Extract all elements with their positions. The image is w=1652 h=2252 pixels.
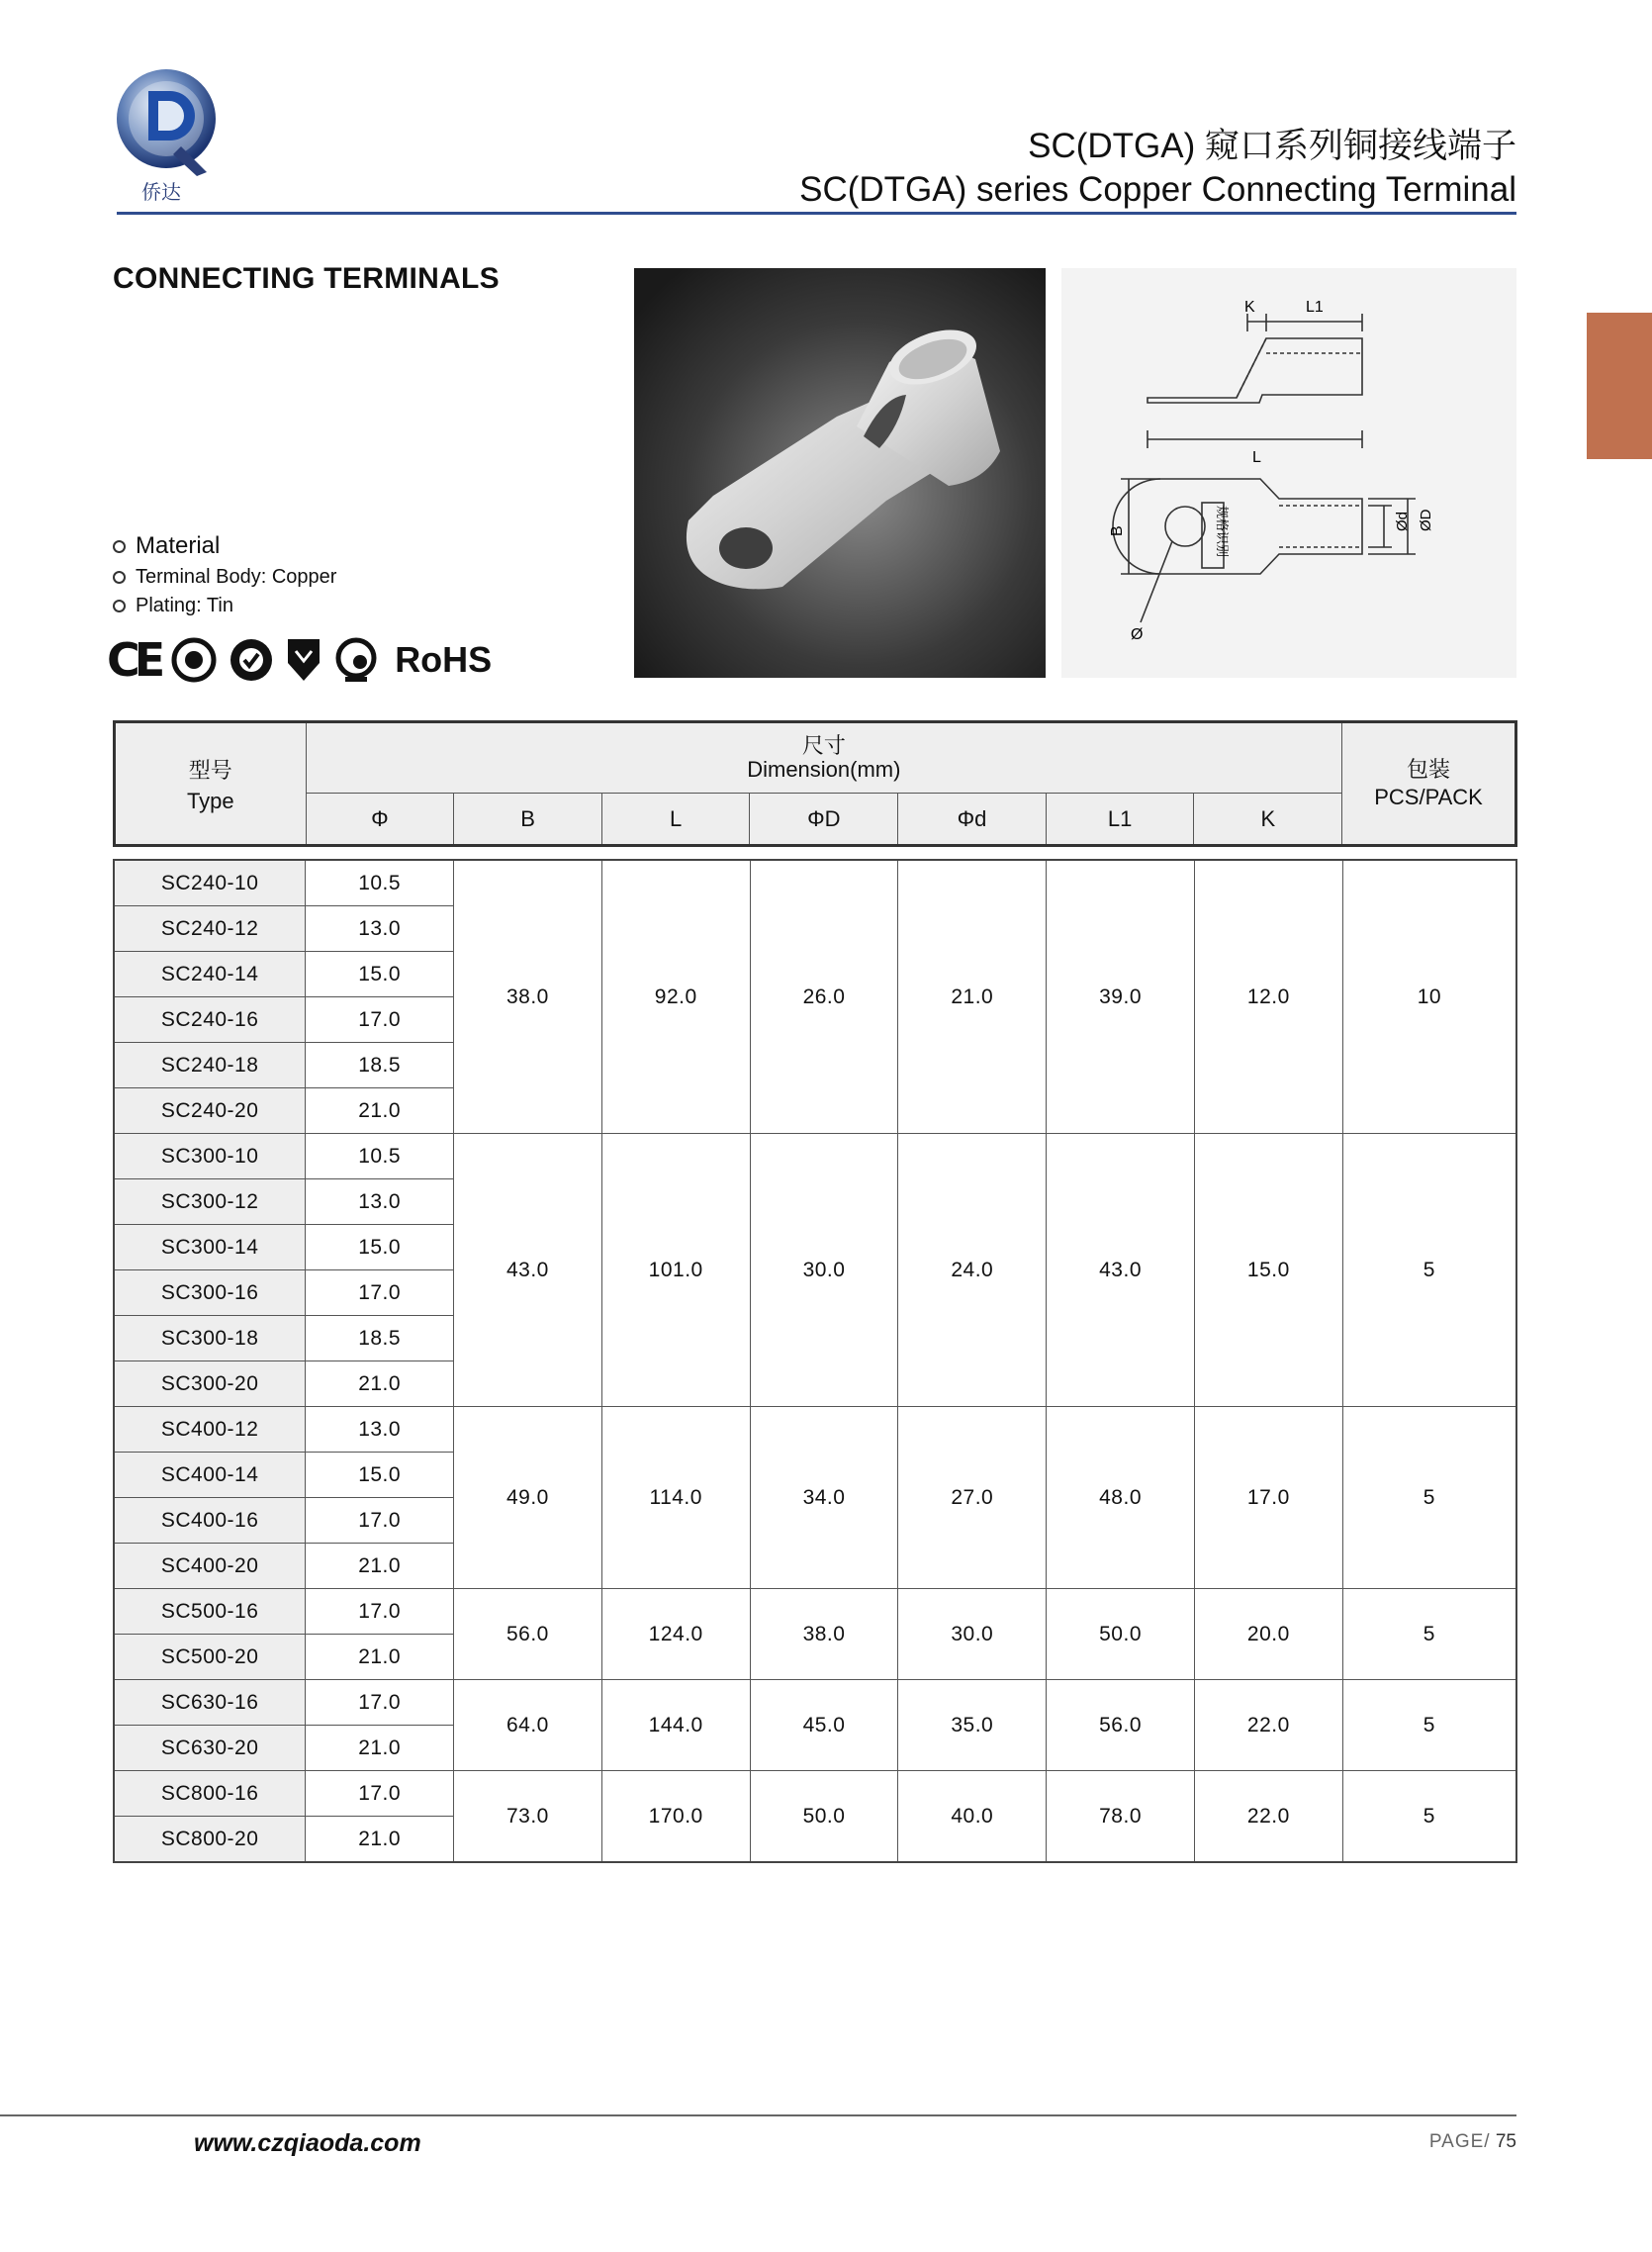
table-row: [114, 860, 1516, 906]
col-header-l1: L1: [1046, 794, 1194, 846]
product-photo: [634, 268, 1046, 678]
cell-phi: 15.0: [306, 1453, 454, 1498]
cell-l1: 48.0: [1047, 1407, 1195, 1589]
ce-mark-icon: CE: [107, 633, 160, 687]
label-phi-D: ØD: [1418, 509, 1434, 531]
cell-phi-D: 30.0: [750, 1134, 898, 1407]
cell-type: SC630-20: [114, 1726, 306, 1771]
cell-phi: 13.0: [306, 906, 454, 952]
table-row: [114, 1407, 1516, 1453]
cell-phi: 17.0: [306, 1680, 454, 1726]
spec-table: [113, 859, 1517, 1863]
cell-phi: 21.0: [306, 1726, 454, 1771]
cell-l: 144.0: [601, 1680, 750, 1771]
cell-k: 22.0: [1194, 1680, 1342, 1771]
cell-type: SC400-14: [114, 1453, 306, 1498]
cell-phi: 18.5: [306, 1043, 454, 1088]
table-row: [114, 1134, 1516, 1179]
cell-phi: 21.0: [306, 1088, 454, 1134]
table-row: [114, 1771, 1516, 1817]
dimension-header: [306, 722, 1342, 794]
cell-phi: 21.0: [306, 1544, 454, 1589]
cell-type: SC500-20: [114, 1635, 306, 1680]
cell-b: 49.0: [454, 1407, 602, 1589]
cell-phi: 21.0: [306, 1635, 454, 1680]
cell-phi: 10.5: [306, 860, 454, 906]
cell-phi: 10.5: [306, 1134, 454, 1179]
cell-phi: 13.0: [306, 1407, 454, 1453]
material-list: [113, 532, 336, 623]
cell-phi: 13.0: [306, 1179, 454, 1225]
cell-phi-d: 27.0: [898, 1407, 1047, 1589]
type-column-header: [115, 722, 307, 846]
col-header-b: B: [454, 794, 602, 846]
cell-l: 92.0: [601, 860, 750, 1134]
cell-phi: 18.5: [306, 1316, 454, 1361]
cell-l1: 50.0: [1047, 1589, 1195, 1680]
cell-phi-d: 40.0: [898, 1771, 1047, 1863]
cell-pack: 10: [1342, 860, 1516, 1134]
title-english: SC(DTGA) series Copper Connecting Terminal: [799, 170, 1516, 209]
bullet-icon: [113, 571, 126, 584]
cell-type: SC240-20: [114, 1088, 306, 1134]
label-k: K: [1244, 299, 1255, 316]
pack-header-cn: 包装: [1407, 757, 1451, 782]
cell-phi-D: 45.0: [750, 1680, 898, 1771]
cell-k: 15.0: [1194, 1134, 1342, 1407]
cell-type: SC300-16: [114, 1270, 306, 1316]
dimension-drawing: [1061, 268, 1516, 678]
material-heading-row: [113, 532, 336, 560]
cell-l: 114.0: [601, 1407, 750, 1589]
cell-phi: 17.0: [306, 1270, 454, 1316]
cell-phi: 17.0: [306, 1589, 454, 1635]
title-chinese: SC(DTGA) 窥口系列铜接线端子: [1028, 127, 1516, 165]
cell-pack: 5: [1342, 1407, 1516, 1589]
cell-type: SC240-12: [114, 906, 306, 952]
rohs-mark: RoHS: [395, 639, 493, 680]
dimension-header-en: Dimension(mm): [747, 757, 901, 782]
col-header-l: L: [601, 794, 750, 846]
cell-type: SC800-16: [114, 1771, 306, 1817]
table-row: [114, 1680, 1516, 1726]
header-divider: [117, 212, 1516, 215]
material-body-row: [113, 566, 336, 589]
cell-k: 20.0: [1194, 1589, 1342, 1680]
spec-table-body: [114, 860, 1516, 1862]
cell-l1: 78.0: [1047, 1771, 1195, 1863]
material-body: Terminal Body: Copper: [136, 566, 337, 588]
footer-divider: [0, 2114, 1516, 2116]
section-heading: CONNECTING TERMINALS: [113, 262, 500, 295]
cell-type: SC300-20: [114, 1361, 306, 1407]
cell-type: SC300-14: [114, 1225, 306, 1270]
page-number-value: 75: [1495, 2131, 1516, 2152]
cell-type: SC240-18: [114, 1043, 306, 1088]
label-phi: Ø: [1131, 626, 1144, 643]
col-header-phi: Φ: [306, 794, 454, 846]
cell-phi-D: 50.0: [750, 1771, 898, 1863]
type-header-en: Type: [186, 788, 234, 813]
col-header-phi-d: Φd: [898, 794, 1047, 846]
cell-b: 73.0: [454, 1771, 602, 1863]
cell-type: SC500-16: [114, 1589, 306, 1635]
sgs-mark-icon: [333, 637, 379, 683]
cell-phi: 17.0: [306, 997, 454, 1043]
cell-type: SC300-10: [114, 1134, 306, 1179]
cell-type: SC400-12: [114, 1407, 306, 1453]
quality-shield-icon: [286, 637, 321, 683]
cell-b: 38.0: [454, 860, 602, 1134]
cell-type: SC400-20: [114, 1544, 306, 1589]
cell-phi-D: 38.0: [750, 1589, 898, 1680]
dimension-header-cn: 尺寸: [801, 733, 846, 758]
pack-header-en: PCS/PACK: [1374, 785, 1483, 809]
bullet-icon: [113, 540, 126, 553]
page-label: PAGE/: [1428, 2131, 1491, 2152]
cell-b: 56.0: [454, 1589, 602, 1680]
cell-phi-d: 24.0: [898, 1134, 1047, 1407]
cell-type: SC300-18: [114, 1316, 306, 1361]
cell-phi-d: 21.0: [898, 860, 1047, 1134]
cell-l1: 56.0: [1047, 1680, 1195, 1771]
page-title: [799, 125, 1516, 212]
cell-phi-D: 34.0: [750, 1407, 898, 1589]
col-header-phi-D: ΦD: [750, 794, 898, 846]
cell-pack: 5: [1342, 1771, 1516, 1863]
cell-phi: 21.0: [306, 1817, 454, 1863]
material-heading: Material: [136, 532, 221, 559]
cell-l1: 39.0: [1047, 860, 1195, 1134]
logo-caption: 侨达: [141, 180, 181, 204]
cell-phi: 15.0: [306, 952, 454, 997]
cell-b: 43.0: [454, 1134, 602, 1407]
certification-marks: [107, 633, 492, 687]
col-header-k: K: [1194, 794, 1342, 846]
cell-phi-d: 30.0: [898, 1589, 1047, 1680]
label-b: B: [1109, 525, 1126, 536]
cell-k: 17.0: [1194, 1407, 1342, 1589]
cell-phi-D: 26.0: [750, 860, 898, 1134]
label-stamp: 规格识别: [1215, 506, 1230, 558]
type-header-cn: 型号: [188, 757, 232, 783]
cell-type: SC240-14: [114, 952, 306, 997]
page-number: [1429, 2131, 1516, 2153]
label-l1: L1: [1306, 299, 1324, 316]
cell-phi-d: 35.0: [898, 1680, 1047, 1771]
cell-phi: 21.0: [306, 1361, 454, 1407]
material-plating-row: [113, 595, 336, 617]
cell-type: SC240-10: [114, 860, 306, 906]
cell-phi: 17.0: [306, 1771, 454, 1817]
cell-k: 22.0: [1194, 1771, 1342, 1863]
cell-l1: 43.0: [1047, 1134, 1195, 1407]
cell-b: 64.0: [454, 1680, 602, 1771]
cell-phi: 15.0: [306, 1225, 454, 1270]
cell-type: SC400-16: [114, 1498, 306, 1544]
cell-type: SC800-20: [114, 1817, 306, 1863]
table-header: [113, 720, 1517, 847]
table-row: [114, 1589, 1516, 1635]
footer-website: www.czqiaoda.com: [194, 2129, 421, 2157]
cell-type: SC240-16: [114, 997, 306, 1043]
cell-pack: 5: [1342, 1589, 1516, 1680]
cell-pack: 5: [1342, 1134, 1516, 1407]
section-tab-marker: [1587, 313, 1652, 459]
cell-type: SC300-12: [114, 1179, 306, 1225]
cell-k: 12.0: [1194, 860, 1342, 1134]
cell-pack: 5: [1342, 1680, 1516, 1771]
cell-l: 170.0: [601, 1771, 750, 1863]
cqc-mark-icon: [229, 637, 274, 683]
ccc-mark-icon: [171, 637, 217, 683]
material-plating: Plating: Tin: [136, 595, 233, 616]
pack-column-header: [1342, 722, 1516, 846]
label-l: L: [1252, 449, 1261, 466]
cell-type: SC630-16: [114, 1680, 306, 1726]
label-phi-d: Ød: [1394, 511, 1411, 531]
cell-phi: 17.0: [306, 1498, 454, 1544]
cell-l: 124.0: [601, 1589, 750, 1680]
cell-l: 101.0: [601, 1134, 750, 1407]
bullet-icon: [113, 600, 126, 612]
